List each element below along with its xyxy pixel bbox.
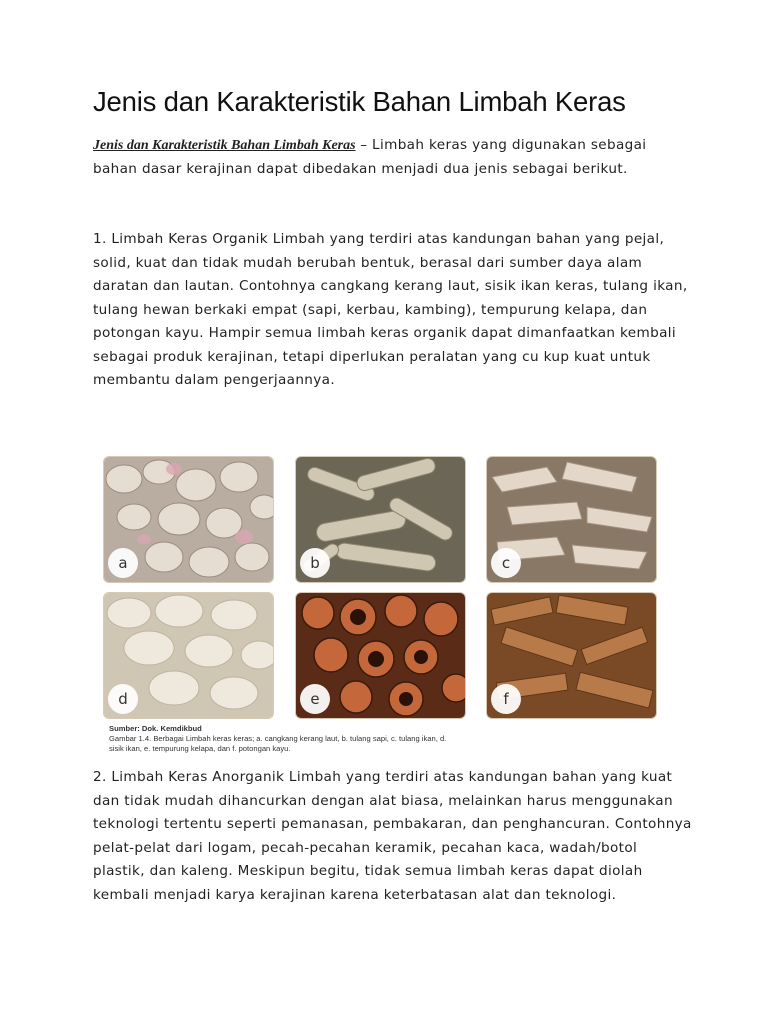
photo-label-a: a (108, 548, 138, 578)
figure-source: Sumber: Dok. Kemdikbud (109, 724, 202, 733)
photo-wood-pieces (486, 592, 657, 719)
photo-coconut-shells (295, 592, 466, 719)
intro-paragraph (93, 134, 693, 181)
intro-title-link[interactable]: Jenis dan Karakteristik Bahan Limbah Keras (93, 138, 356, 153)
photo-label-f: f (491, 684, 521, 714)
intro-text: – Limbah keras yang digunakan sebagai bahan dasar kerajinan dapat dibedakan menjadi dua jenis sebagai berikut. (93, 137, 647, 177)
photo-label-c: c (491, 548, 521, 578)
page-title: Jenis dan Karakteristik Bahan Limbah Keras (93, 86, 626, 117)
photo-label-d: d (108, 684, 138, 714)
figure-caption-line-2: sisik ikan, e. tempurung kelapa, dan f. potongan kayu. (109, 743, 291, 753)
waste-photo-grid (103, 452, 663, 762)
figure-caption-line-1: Gambar 1.4. Berbagai Limbah keras keras; a. cangkang kerang laut, b. tulang sapi, c. tulang ikan, d. (109, 733, 447, 743)
photo-seashells (103, 456, 274, 583)
photo-label-e: e (300, 684, 330, 714)
organic-waste-paragraph: 1. Limbah Keras Organik Limbah yang terdiri atas kandungan bahan yang pejal, solid, kuat dan tidak mudah berubah bentuk, berasal dari sumber daya alam daratan dan lautan. Contohnya cangkang kerang laut, sisik ikan keras, tulang ikan, tulang hewan berkaki empat (sapi, kerbau, kambing), tempurung kelapa, dan potongan kayu. Hampir semua limbah keras organik dapat dimanfaatkan kembali sebagai produk kerajinan, tetapi diperlukan peralatan yang cu kup kuat untuk membantu dalam pengerjaannya. (93, 231, 688, 388)
inorganic-waste-paragraph: 2. Limbah Keras Anorganik Limbah yang terdiri atas kandungan bahan yang kuat dan tidak mudah dihancurkan dengan alat biasa, melainkan harus menggunakan teknologi tertentu seperti pemanasan, pembakaran, dan penghancuran. Contohnya pelat-pelat dari logam, pecah-pecahan keramik, pecahan kaca, wadah/botol plastik, dan kaleng. Meskipun begitu, tidak semua limbah keras dapat diolah kembali menjadi karya kerajinan karena keterbatasan alat dan teknologi. (93, 769, 692, 903)
photo-fish-scales (103, 592, 274, 719)
photo-label-b: b (300, 548, 330, 578)
photo-cow-bones (295, 456, 466, 583)
photo-fish-bones (486, 456, 657, 583)
figure-caption (109, 724, 529, 753)
